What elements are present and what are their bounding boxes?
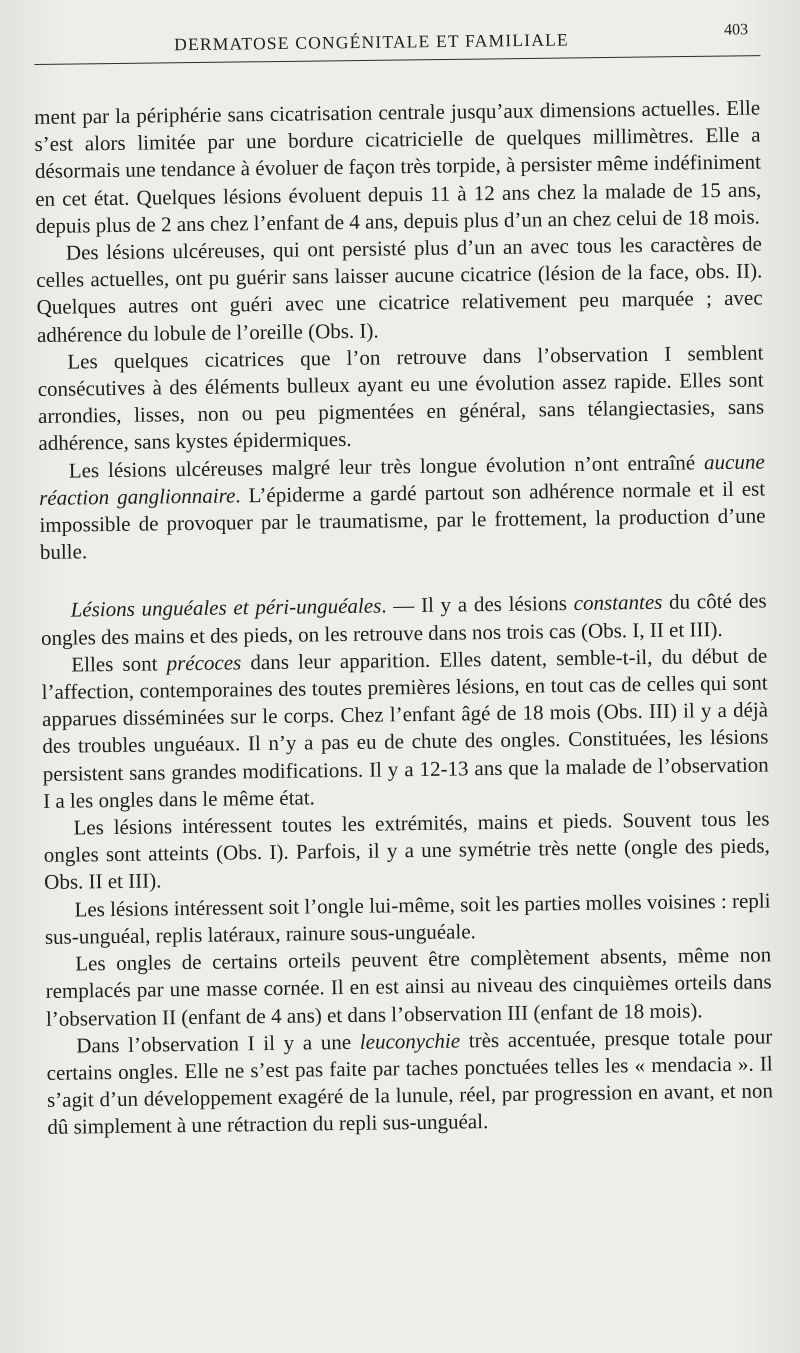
paragraph-text: du côté des ongles des mains et des pieds, on les retrouve dans nos trois cas (Obs. I, II et III). [40, 588, 767, 650]
paragraph-text: . — Il y a des lésions [381, 591, 574, 618]
emphasis: aucune réaction ganglionnaire [38, 449, 765, 510]
paragraph-text: très accentuée, presque totale pour certains ongles. Elle ne s’est pas faite par taches ponctuées telles les « mendacia ». Il s’agit d’un développement exagéré de la lunule, réel, par progression en avant, et non dû simplement à une rétraction du repli sus-unguéal. [46, 1024, 774, 1140]
paragraph-text: Dans l’observation I il y a une [76, 1029, 360, 1058]
header-rule [34, 55, 760, 65]
emphasis: leuconychie [359, 1028, 461, 1054]
paragraph-text: Elles sont [71, 651, 167, 677]
running-title: DERMATOSE CONGÉNITALE ET FAMILIALE [174, 29, 570, 55]
paragraph: Les lésions intéressent toutes les extrémités, mains et pieds. Souvent tous les ongles sont atteints (Obs. I). Parfois, il y a une symétrie très nette (ongle des pieds, Obs. II et III). [43, 806, 770, 895]
section-heading: Lésions unguéales et péri-unguéales [70, 593, 382, 623]
paragraph: Les lésions intéressent soit l’ongle lui-même, soit les parties molles voisines : repli sus-unguéal, replis latéraux, rainure sous-unguéale. [44, 888, 771, 949]
paragraph [46, 1023, 773, 1141]
paragraph: Les ongles de certains orteils peuvent être complètement absents, même non remplacés par une masse cornée. Il en est ainsi au niveau des cinquièmes orteils dans l’observation II (enfant de 4 ans) et dans l’observation III (enfant de 18 mois). [45, 942, 772, 1031]
paragraph: ment par la périphérie sans cicatrisation centrale jusqu’aux dimensions actuelles. Elle s’est alors limitée par une bordure cicatricielle de quelques millimètres. Elle a désormais une tendance à évoluer de façon très torpide, à persister même indéfiniment en cet état. Quelques lésions évoluent depuis 11 à 12 ans chez la malade de 15 ans, depuis plus de 2 ans chez l’enfant de 4 ans, depuis plus d’un an chez celui de 18 mois. [34, 95, 762, 238]
emphasis: constantes [573, 590, 663, 616]
section-paragraph [40, 588, 767, 652]
paragraph [41, 642, 769, 815]
body-text [34, 94, 774, 1141]
paragraph: Les quelques cicatrices que l’on retrouve dans l’observation I semblent consécutives à des éléments bulleux ayant eu une évolution assez rapide. Elles sont arrondies, lisses, non ou peu pigmentées en général, sans télangiectasies, sans adhérence, sans kystes épidermiques. [37, 340, 765, 456]
page-number: 403 [723, 21, 749, 39]
paragraph [39, 448, 766, 566]
paragraph: Des lésions ulcéreuses, qui ont persisté plus d’un an avec tous les caractères de celles actuelles, ont pu guérir sans laisser aucune cicatrice (lésion de la face, obs. II). Quelques autres ont guéri avec une cicatrice relativement peu marquée ; avec adhérence du lobule de l’oreille (Obs. I). [36, 231, 763, 347]
paragraph-text: dans leur apparition. Elles datent, semble-t-il, du début de l’affection, contemporaines des toutes premières lésions, en tout cas de celles qui sont apparues disséminées sur le corps. Chez l’enfant âgé de 18 mois (Obs. III) il y a déjà des troubles unguéaux. Il n’y a pas eu de chute des ongles. Constituées, les lésions persistent sans grandes modifications. Il y a 12-13 ans que la malade de l’observation I a les ongles dans le même état. [41, 643, 769, 813]
page-header [34, 21, 760, 70]
emphasis: précoces [166, 650, 242, 676]
paragraph-text: Les lésions ulcéreuses malgré leur très longue évolution n’ont entraîné [68, 449, 705, 483]
paragraph-text: . L’épiderme a gardé partout son adhérence normale et il est impossible de provoquer par le traumatisme, par le frottement, la production d’une bulle. [39, 476, 766, 565]
